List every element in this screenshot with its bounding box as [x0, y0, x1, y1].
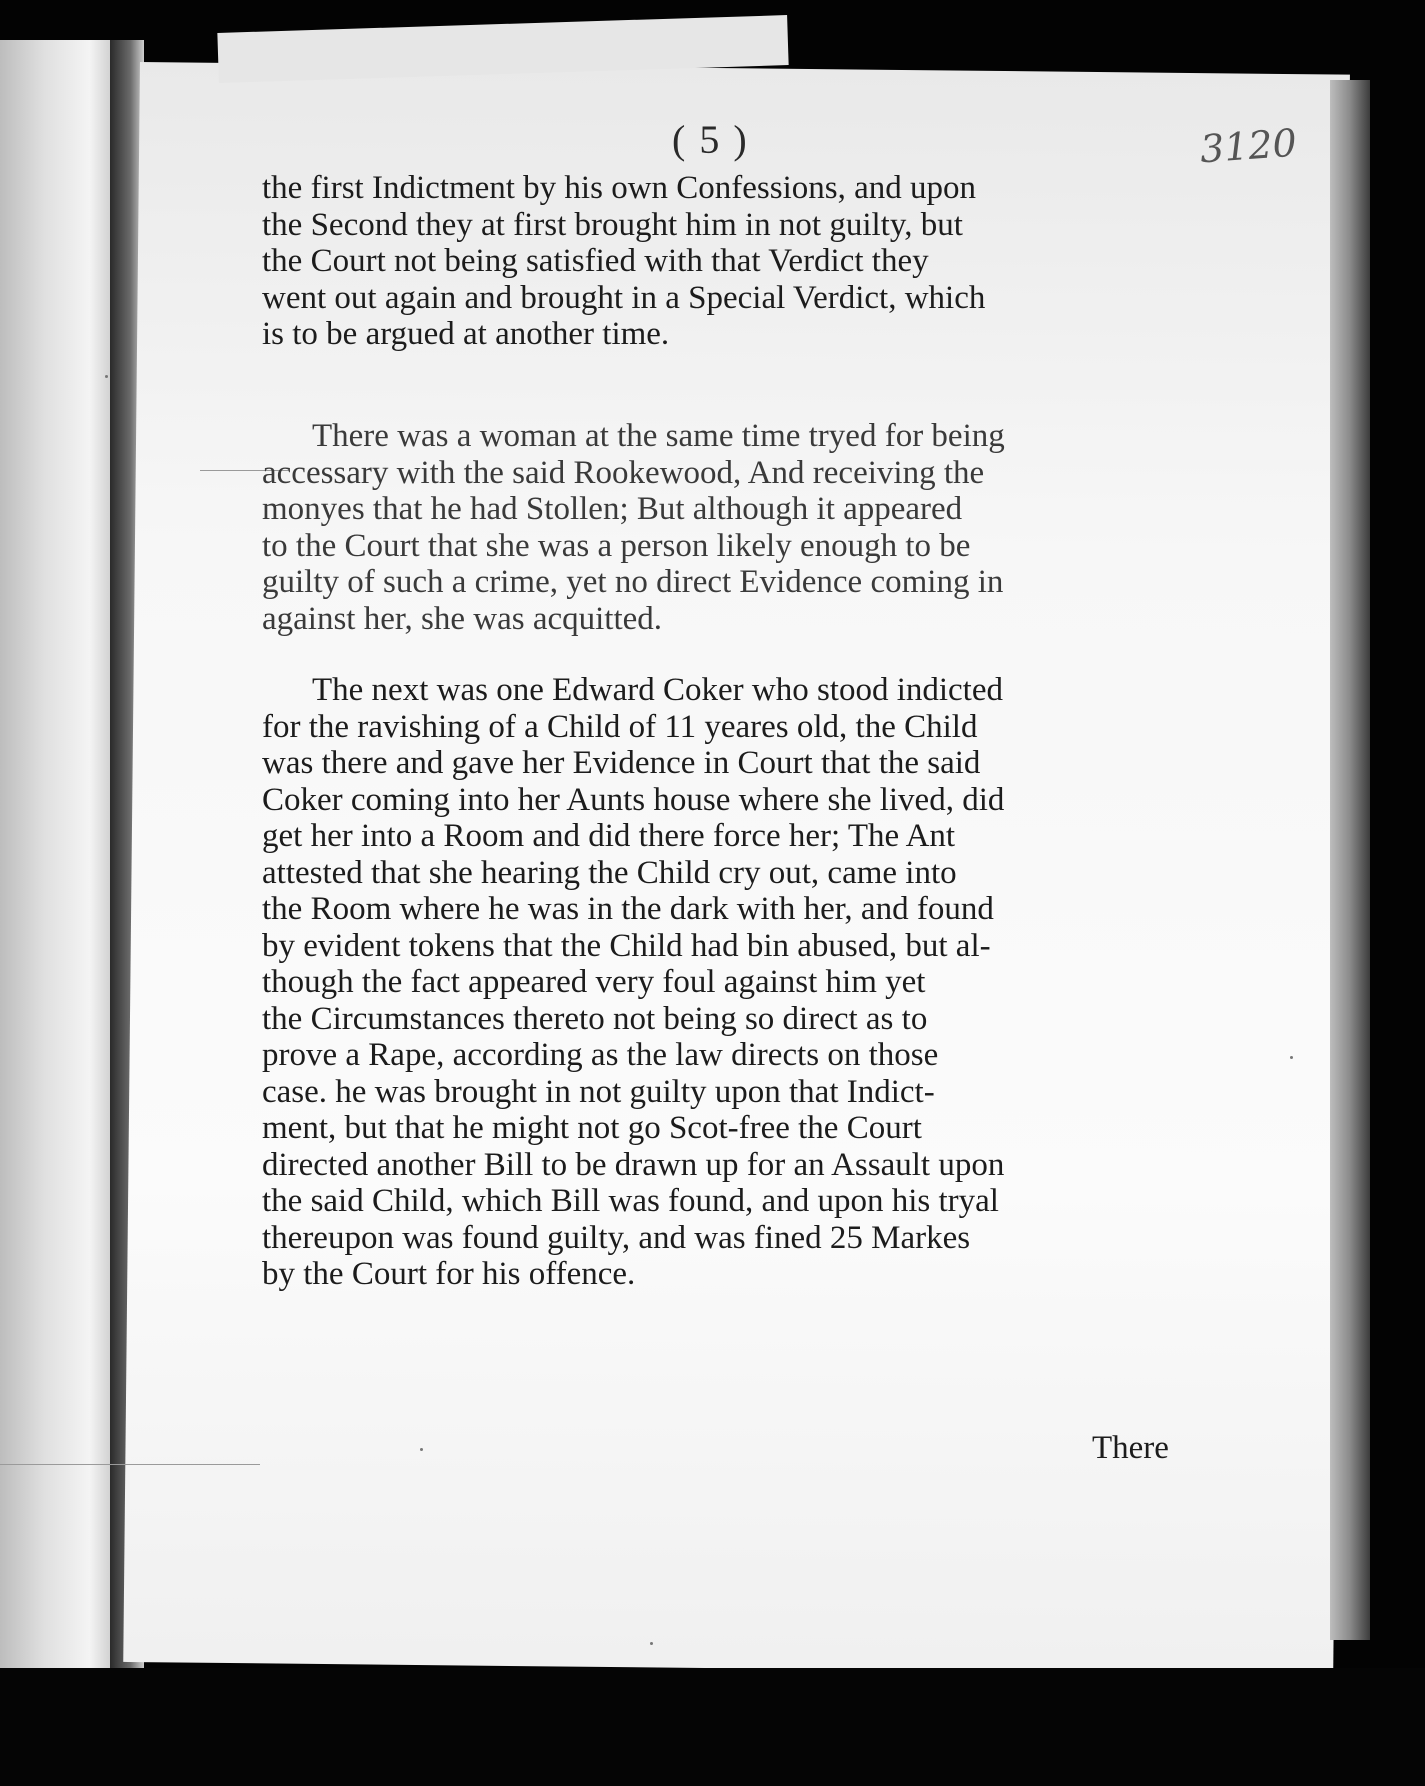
- paragraph-3: [262, 672, 1182, 1293]
- paragraph-2: [262, 418, 1182, 637]
- stray-mark: [105, 375, 108, 378]
- handwritten-folio-number: 3120: [1198, 120, 1299, 172]
- previous-page-edge: [0, 40, 112, 1690]
- paragraph-1: [262, 170, 1182, 353]
- page-number: ( 5 ): [672, 117, 749, 162]
- stray-mark: [1290, 1056, 1293, 1059]
- stray-mark: [650, 1642, 653, 1645]
- paragraph-text: There was a woman at the same time tryed for being accessary with the said Rookewood, And receiving the monyes that he had Stollen; But although it appeared to the Court that she was a person likely enough to be guilty of such a crime, yet no direct Evidence coming in against her, she was acquitted.: [262, 418, 1005, 637]
- scan-bottom-margin: [0, 1668, 1425, 1786]
- stray-mark: [0, 1464, 260, 1465]
- catchword: There: [1092, 1430, 1169, 1466]
- paragraph-text: the first Indictment by his own Confessions, and upon the Second they at first brought him in not guilty, but the Court not being satisfied with that Verdict they went out again and brought in a Special Verdict, which is to be argued at another time.: [262, 170, 986, 352]
- stray-mark: [420, 1448, 423, 1451]
- page-edge-shadow: [1330, 80, 1370, 1640]
- paragraph-text: The next was one Edward Coker who stood indicted for the ravishing of a Child of 11 yeares old, the Child was there and gave her Evidence in Court that the said Coker coming into her Aunts house where she lived, did get her into a Room and did there force her; The Ant attested that she hearing the Child cry out, came into the Room where he was in the dark with her, and found by evident tokens that the Child had bin abused, but al- though the fact appeared very foul against him yet the Circumstances thereto not being so direct as to prove a Rape, according as the law directs on those case. he was brought in not guilty upon that Indict- ment, but that he might not go Scot-free the Court directed another Bill to be drawn up for an Assault upon the said Child, which Bill was found, and upon his tryal thereupon was found guilty, and was fined 25 Markes by the Court for his offence.: [262, 672, 1005, 1292]
